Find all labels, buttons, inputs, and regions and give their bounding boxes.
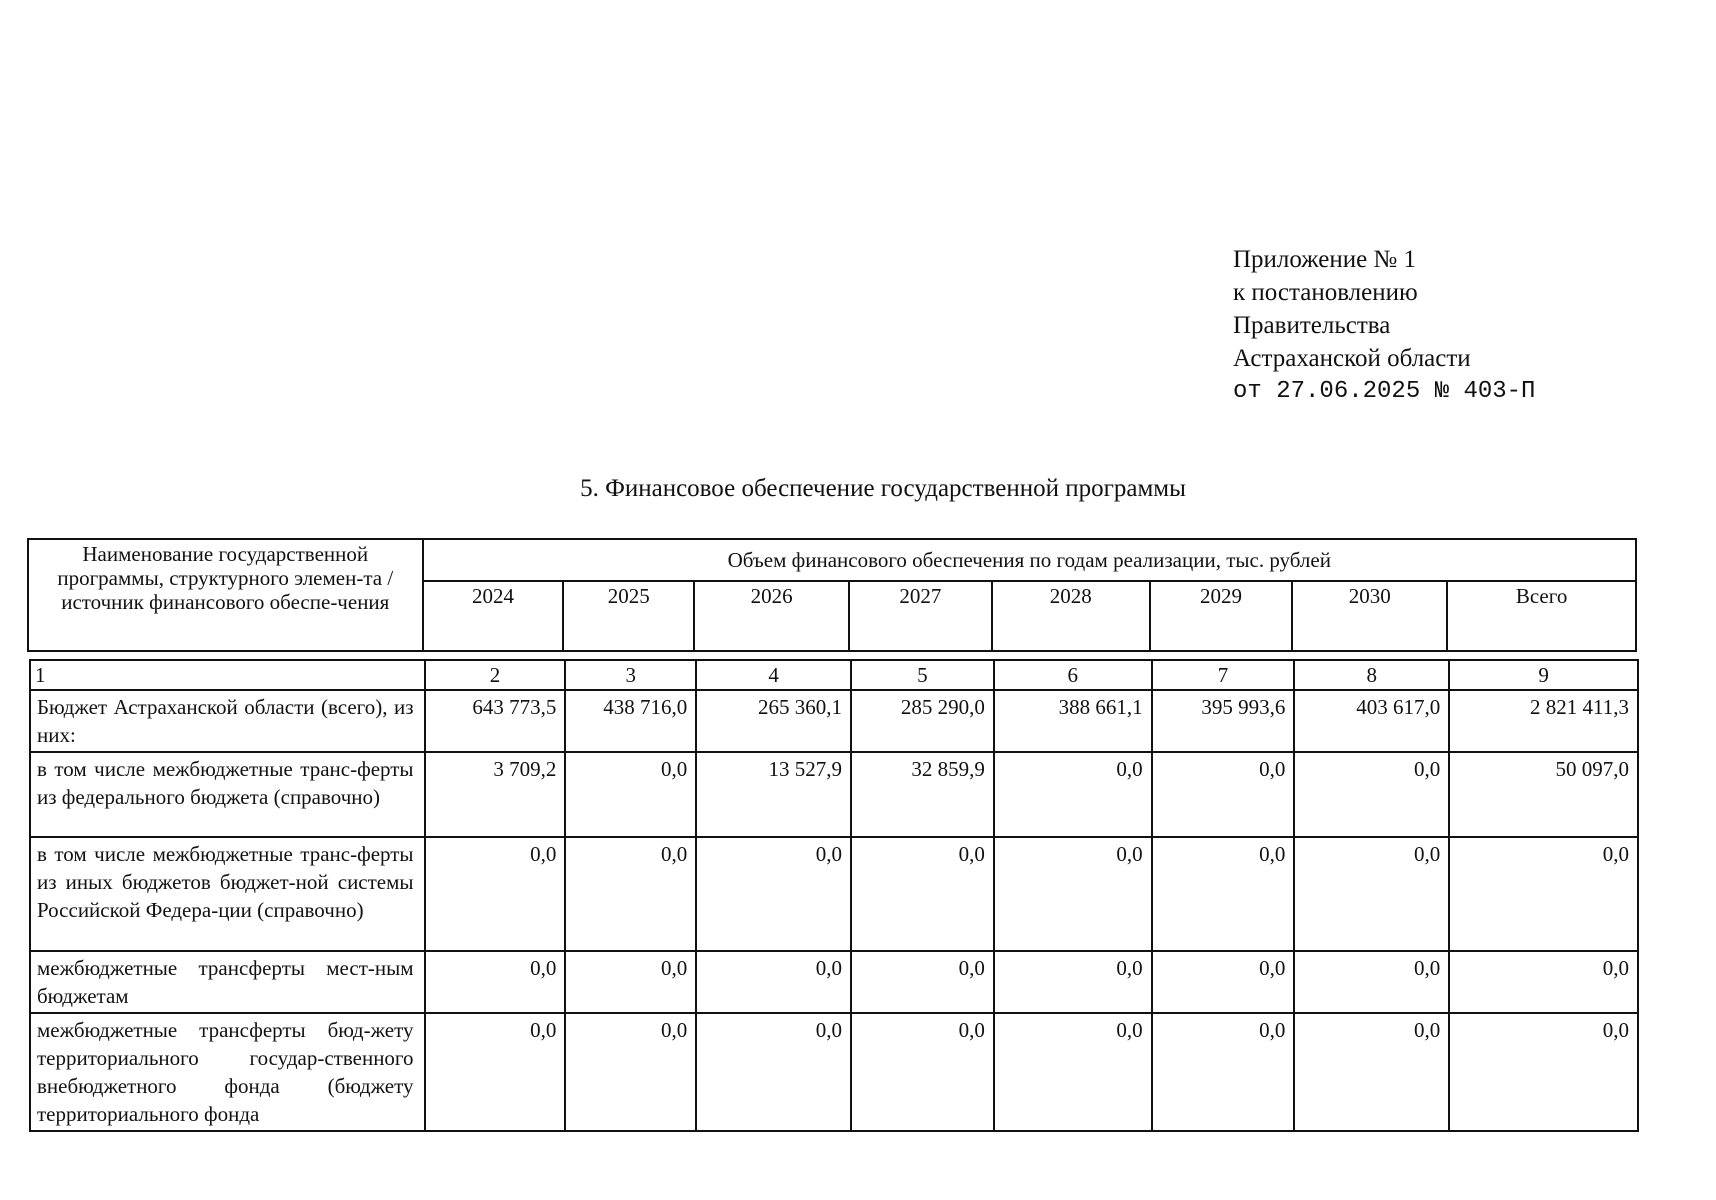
- funding-span-header: Объем финансового обеспечения по годам реализации, тыс. рублей: [423, 539, 1636, 581]
- funding-table: [29, 659, 1639, 1132]
- table-cell: 643 773,5: [425, 690, 566, 752]
- table-cell: 0,0: [851, 1013, 994, 1131]
- table-cell: 13 527,9: [696, 752, 851, 837]
- year-header: 2030: [1292, 581, 1447, 651]
- table-cell: 0,0: [1294, 951, 1449, 1013]
- year-header: 2029: [1150, 581, 1293, 651]
- table-cell: 0,0: [1294, 752, 1449, 837]
- table-cell: 265 360,1: [696, 690, 851, 752]
- column-number: 5: [851, 660, 994, 690]
- appendix-line: Астраханской области: [1233, 345, 1471, 372]
- year-header: 2025: [563, 581, 694, 651]
- table-cell: 0,0: [696, 837, 851, 951]
- table-cell: 0,0: [994, 837, 1152, 951]
- total-cell: 2 821 411,3: [1449, 690, 1638, 752]
- total-cell: 50 097,0: [1449, 752, 1638, 837]
- table-cell: 0,0: [994, 752, 1152, 837]
- table-cell: 0,0: [851, 837, 994, 951]
- appendix-line: Приложение № 1: [1233, 246, 1417, 273]
- table-row: [30, 951, 1638, 1013]
- table-header: [27, 538, 1637, 652]
- total-cell: 0,0: [1449, 1013, 1638, 1131]
- column-number: 9: [1449, 660, 1638, 690]
- total-header: Всего: [1447, 581, 1636, 651]
- table-row: [30, 837, 1638, 951]
- table-cell: 395 993,6: [1152, 690, 1295, 752]
- name-column-header: Наименование государственной программы, структурного элемен-та / источник финансового обеспе-чения: [28, 539, 423, 651]
- column-number: 3: [565, 660, 696, 690]
- column-number-row: [30, 660, 1638, 690]
- table-cell: 0,0: [565, 1013, 696, 1131]
- table-cell: 0,0: [1294, 1013, 1449, 1131]
- column-number: 6: [994, 660, 1152, 690]
- column-number: 8: [1294, 660, 1449, 690]
- table-cell: 403 617,0: [1294, 690, 1449, 752]
- year-header: 2026: [694, 581, 849, 651]
- year-header: 2024: [423, 581, 564, 651]
- table-cell: 0,0: [1152, 752, 1295, 837]
- table-cell: 0,0: [851, 951, 994, 1013]
- column-number: 4: [696, 660, 851, 690]
- table-cell: 0,0: [696, 951, 851, 1013]
- table-cell: 0,0: [425, 837, 566, 951]
- table-cell: 0,0: [1152, 837, 1295, 951]
- row-label: в том числе межбюджетные транс-ферты из федерального бюджета (справочно): [30, 752, 425, 837]
- table-row: [30, 690, 1638, 752]
- table-cell: 438 716,0: [565, 690, 696, 752]
- appendix-block: [1233, 243, 1535, 408]
- table-cell: 0,0: [994, 1013, 1152, 1131]
- appendix-date-number: от 27.06.2025 № 403-П: [1233, 378, 1536, 405]
- table-cell: 0,0: [1152, 1013, 1295, 1131]
- row-label: межбюджетные трансферты бюд-жету территориального государ-ственного внебюджетного фонда (бюджету территориального фонда: [30, 1013, 425, 1131]
- total-cell: 0,0: [1449, 951, 1638, 1013]
- year-header: 2027: [849, 581, 992, 651]
- table-cell: 388 661,1: [994, 690, 1152, 752]
- row-label: межбюджетные трансферты мест-ным бюджетам: [30, 951, 425, 1013]
- year-header: 2028: [992, 581, 1150, 651]
- appendix-line: к постановлению: [1233, 279, 1418, 306]
- total-cell: 0,0: [1449, 837, 1638, 951]
- column-number: 7: [1152, 660, 1295, 690]
- table-cell: 0,0: [696, 1013, 851, 1131]
- table-row: [30, 752, 1638, 837]
- table-cell: 0,0: [1152, 951, 1295, 1013]
- column-number: 2: [425, 660, 566, 690]
- table-cell: 0,0: [565, 752, 696, 837]
- table-cell: 0,0: [994, 951, 1152, 1013]
- table-cell: 0,0: [1294, 837, 1449, 951]
- appendix-line: Правительства: [1233, 312, 1391, 339]
- document-title: 5. Финансовое обеспечение государственной программы: [580, 475, 1186, 502]
- row-label: Бюджет Астраханской области (всего), из них:: [30, 690, 425, 752]
- table-cell: 0,0: [565, 951, 696, 1013]
- table-cell: 285 290,0: [851, 690, 994, 752]
- table-cell: 0,0: [565, 837, 696, 951]
- column-number: 1: [30, 660, 425, 690]
- table-cell: 0,0: [425, 951, 566, 1013]
- table-cell: 0,0: [425, 1013, 566, 1131]
- table-row: [30, 1013, 1638, 1131]
- table-cell: 3 709,2: [425, 752, 566, 837]
- table-cell: 32 859,9: [851, 752, 994, 837]
- row-label: в том числе межбюджетные транс-ферты из иных бюджетов бюджет-ной системы Российской Федера-ции (справочно): [30, 837, 425, 951]
